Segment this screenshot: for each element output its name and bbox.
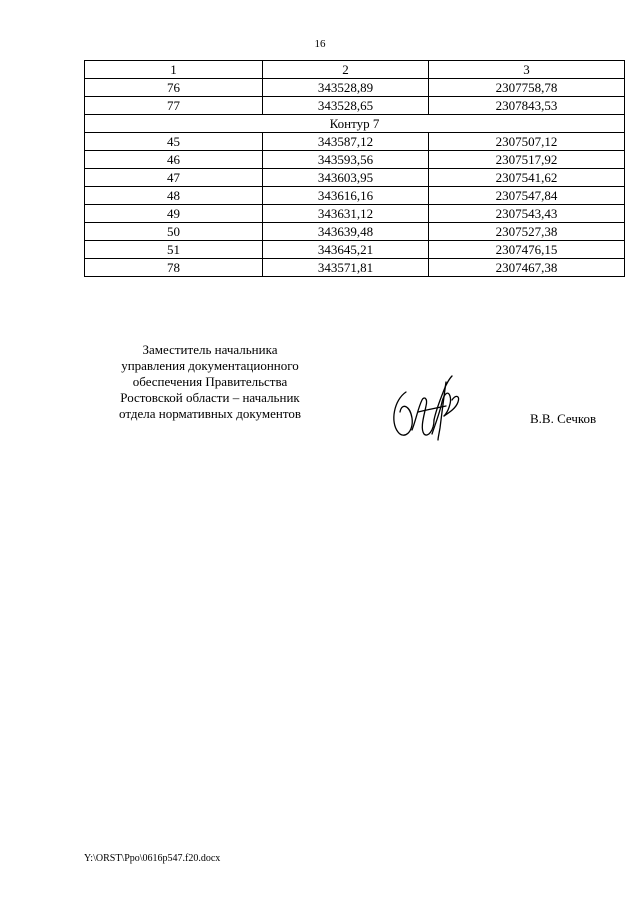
table-header-row — [85, 61, 625, 79]
section-title-row — [85, 115, 625, 133]
point-number-cell: 45 — [85, 133, 263, 151]
x-coordinate-cell: 343528,89 — [263, 79, 429, 97]
x-coordinate-cell: 343587,12 — [263, 133, 429, 151]
y-coordinate-cell: 2307543,43 — [429, 205, 625, 223]
y-coordinate-cell: 2307507,12 — [429, 133, 625, 151]
signer-name: В.В. Сечков — [530, 411, 597, 426]
x-coordinate-cell: 343631,12 — [263, 205, 429, 223]
y-coordinate-cell: 2307476,15 — [429, 241, 625, 259]
table-row — [85, 205, 625, 223]
point-number-cell: 77 — [85, 97, 263, 115]
page-number: 16 — [314, 38, 326, 50]
table-row — [85, 97, 625, 115]
signer-position-line: обеспечения Правительства — [132, 374, 288, 389]
table-row — [85, 79, 625, 97]
y-coordinate-cell: 2307547,84 — [429, 187, 625, 205]
point-number-cell: 49 — [85, 205, 263, 223]
x-coordinate-cell: 343645,21 — [263, 241, 429, 259]
column-header-2: 2 — [263, 61, 429, 79]
table-row — [85, 241, 625, 259]
x-coordinate-cell: 343593,56 — [263, 151, 429, 169]
y-coordinate-cell: 2307517,92 — [429, 151, 625, 169]
y-coordinate-cell: 2307541,62 — [429, 169, 625, 187]
point-number-cell: 46 — [85, 151, 263, 169]
point-number-cell: 47 — [85, 169, 263, 187]
y-coordinate-cell: 2307758,78 — [429, 79, 625, 97]
coordinates-table — [84, 60, 625, 277]
y-coordinate-cell: 2307843,53 — [429, 97, 625, 115]
signer-position — [100, 342, 320, 422]
point-number-cell: 76 — [85, 79, 263, 97]
signer-position-line: Ростовской области – начальник — [120, 390, 300, 405]
table-row — [85, 151, 625, 169]
point-number-cell: 51 — [85, 241, 263, 259]
y-coordinate-cell: 2307527,38 — [429, 223, 625, 241]
signer-position-line: отдела нормативных документов — [119, 406, 301, 421]
signer-position-line: Заместитель начальника — [142, 342, 278, 357]
signer-position-line: управления документационного — [121, 358, 299, 373]
table-row — [85, 187, 625, 205]
contour-title: Контур 7 — [85, 115, 625, 133]
table-row — [85, 259, 625, 277]
x-coordinate-cell: 343571,81 — [263, 259, 429, 277]
file-path: Y:\ORST\Ppo\0616p547.f20.docx — [84, 853, 221, 864]
x-coordinate-cell: 343603,95 — [263, 169, 429, 187]
x-coordinate-cell: 343639,48 — [263, 223, 429, 241]
table-row — [85, 169, 625, 187]
point-number-cell: 78 — [85, 259, 263, 277]
table-row — [85, 133, 625, 151]
y-coordinate-cell: 2307467,38 — [429, 259, 625, 277]
point-number-cell: 50 — [85, 223, 263, 241]
column-header-1: 1 — [85, 61, 263, 79]
x-coordinate-cell: 343616,16 — [263, 187, 429, 205]
table-row — [85, 223, 625, 241]
x-coordinate-cell: 343528,65 — [263, 97, 429, 115]
handwritten-signature — [388, 372, 468, 444]
column-header-3: 3 — [429, 61, 625, 79]
point-number-cell: 48 — [85, 187, 263, 205]
